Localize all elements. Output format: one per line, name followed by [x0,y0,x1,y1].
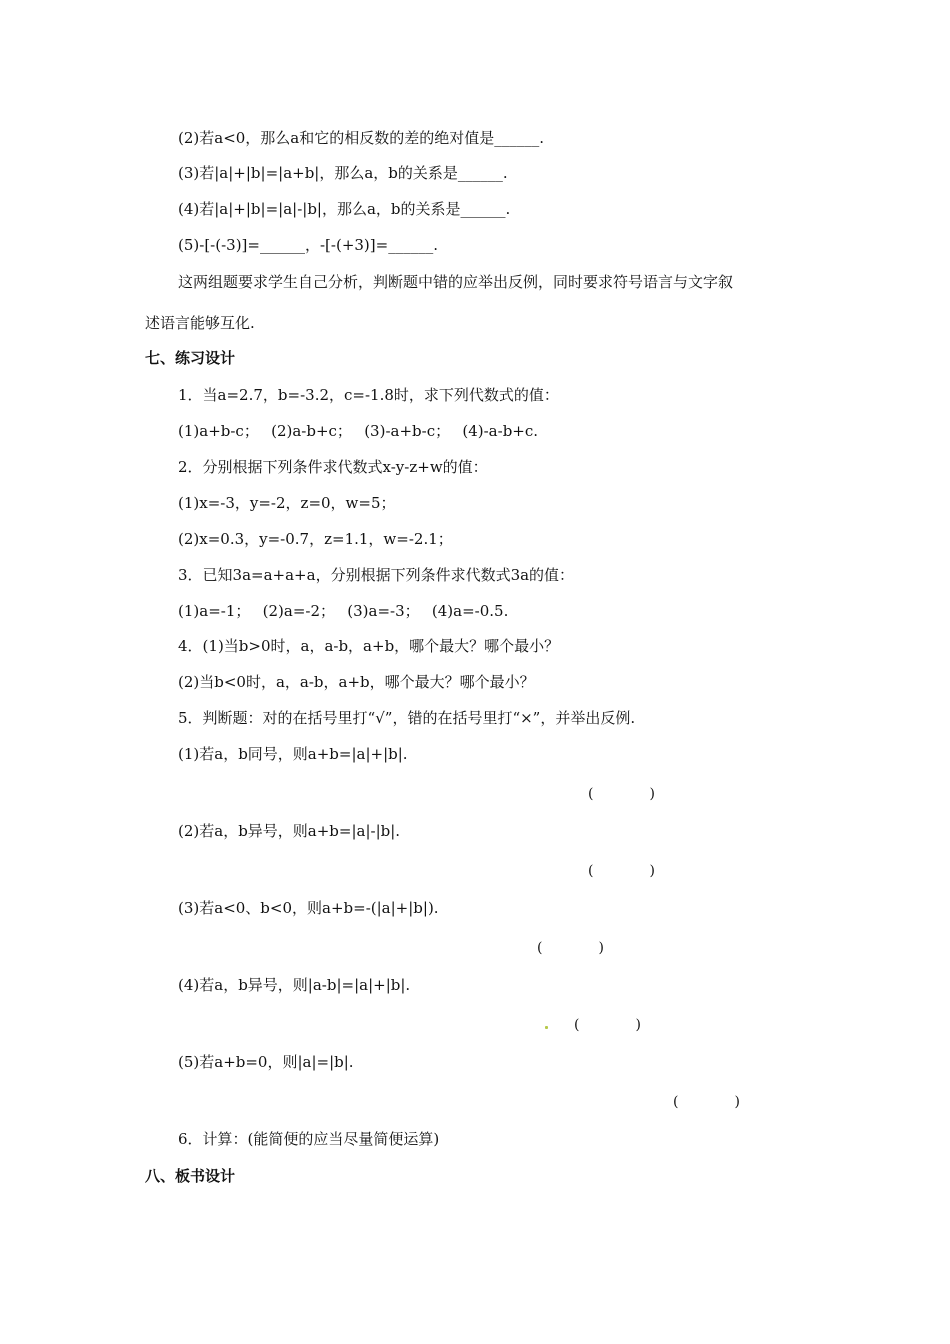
answer-bracket-3: ( ) [537,940,604,956]
exercise-1-items: (1)a+b-c； (2)a-b+c； (3)-a+b-c； (4)-a-b+c. [178,422,539,440]
question-4: (4)若|a|+|b|=|a|-|b|，那么a，b的关系是______. [178,200,511,218]
question-2: (2)若a<0，那么a和它的相反数的差的绝对值是______. [178,129,545,147]
exercise-5: 5．判断题：对的在括号里打“√”，错的在括号里打“×”，并举出反例. [178,709,636,727]
exercise-2-case-2: (2)x=0.3，y=-0.7，z=1.1，w=-2.1； [178,530,453,548]
question-3: (3)若|a|+|b|=|a+b|，那么a，b的关系是______. [178,164,508,182]
judgement-2: (2)若a，b异号，则a+b=|a|-|b|. [178,822,401,840]
section-heading-blackboard-design: 八、板书设计 [145,1167,236,1185]
judgement-5: (5)若a+b=0，则|a|=|b|. [178,1053,354,1071]
teaching-note-line-1: 这两组题要求学生自己分析，判断题中错的应举出反例，同时要求符号语言与文字叙 [178,273,734,291]
exercise-3-items: (1)a=-1； (2)a=-2； (3)a=-3； (4)a=-0.5. [178,602,509,620]
judgement-3: (3)若a<0、b<0，则a+b=-(|a|+|b|). [178,899,439,917]
answer-bracket-1: ( ) [588,786,655,802]
answer-bracket-5: ( ) [673,1094,740,1110]
stray-mark [545,1026,548,1029]
exercise-2-case-1: (1)x=-3，y=-2，z=0，w=5； [178,494,396,512]
question-5: (5)-[-(-3)]=______，-[-(+3)]=______. [178,236,438,254]
judgement-1: (1)若a，b同号，则a+b=|a|+|b|. [178,745,408,763]
answer-bracket-4: ( ) [574,1017,641,1033]
exercise-6: 6．计算：(能简便的应当尽量简便运算) [178,1130,440,1148]
section-heading-practice-design: 七、练习设计 [145,349,236,367]
exercise-4-part-2: (2)当b<0时，a，a-b，a+b，哪个最大？哪个最小？ [178,673,535,691]
teaching-note-line-2: 述语言能够互化. [145,314,255,332]
exercise-3: 3．已知3a=a+a+a，分别根据下列条件求代数式3a的值： [178,566,575,584]
exercise-2: 2．分别根据下列条件求代数式x-y-z+w的值： [178,458,488,476]
exercise-1: 1．当a=2.7，b=-3.2，c=-1.8时，求下列代数式的值： [178,386,559,404]
exercise-4-part-1: 4．(1)当b>0时，a，a-b，a+b，哪个最大？哪个最小？ [178,637,560,655]
judgement-4: (4)若a，b异号，则|a-b|=|a|+|b|. [178,976,411,994]
answer-bracket-2: ( ) [588,863,655,879]
